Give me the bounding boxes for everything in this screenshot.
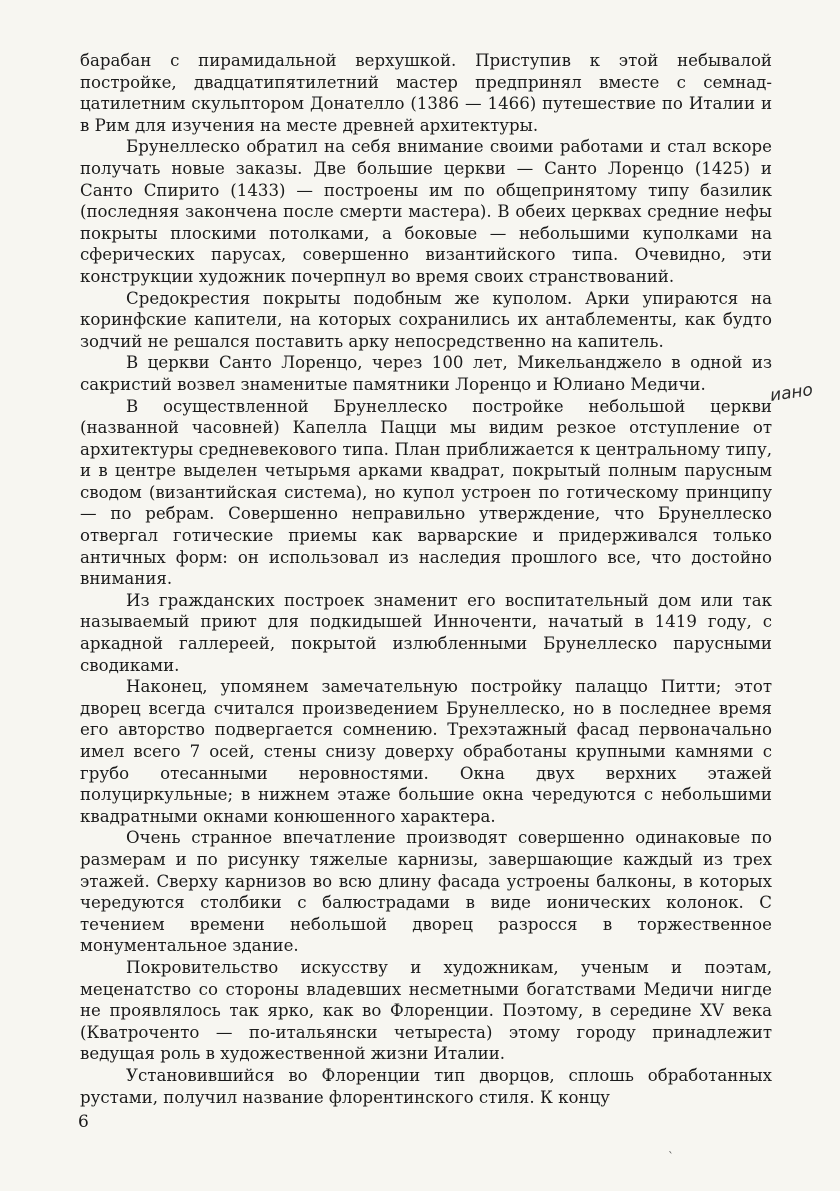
- paragraph-7: Наконец, упомянем замечательную постройку палаццо Питти; этот дворец всегда считался произведением Брунеллеско, но в последнее время его авторство подвергается сомнению. Трехэтажный фасад первоначально имел всего 7 осей, стены снизу доверху обработаны крупными камнями с грубо отесанными неровностями. Окна двух верхних этажей полуциркульные; в нижнем этаже большие окна чередуются с небольшими квадратными окнами конюшенного характера.: [80, 677, 772, 826]
- page-body: [80, 50, 772, 1108]
- page-number: 6: [78, 1112, 89, 1132]
- handwritten-margin-note: иано: [768, 380, 815, 406]
- ink-speck: `: [668, 1150, 674, 1164]
- paragraph-8: Очень странное впечатление производят совершенно одинаковые по размерам и по рисунку тяжелые карнизы, завершающие каждый из трех этажей. Сверху карнизов во всю длину фасада устроены балконы, в которых чередуются столбики с балюстрадами в виде ионических колонок. С течением времени небольшой дворец разросся в торжественное монументальное здание.: [80, 828, 772, 956]
- paragraph-2: Брунеллеско обратил на себя внимание своими работами и стал вскоре получать новые заказы. Две большие церкви — Санто Лоренцо (1425) и Санто Спирито (1433) — построены им по общепринятому типу базилик (последняя закончена после смерти мастера). В обеих церквах средние нефы покрыты плоскими потолками, а боковые — небольшими куполками на сферических парусах, совершенно византийского типа. Очевидно, эти конструкции художник почерпнул во время своих странствований.: [80, 137, 772, 286]
- paragraph-1: барабан с пирамидальной верхушкой. Приступив к этой небывалой постройке, двадцатипятилетний мастер предпринял вместе с семнадцатилетним скульптором Донателло (1386 — 1466) путешествие по Италии и в Рим для изучения на месте древней архитектуры.: [80, 51, 772, 135]
- paragraph-6: Из гражданских построек знаменит его воспитательный дом или так называемый приют для подкидышей Инноченти, начатый в 1419 году, с аркадной галлереей, покрытой излюбленными Брунеллеско парусными сводиками.: [80, 590, 772, 675]
- paragraph-5: В осуществленной Брунеллеско постройке небольшой церкви (названной часовней) Капелла Пацци мы видим резкое отступление от архитектуры средневекового типа. План приближается к центральному типу, и в центре выделен четырьмя арками квадрат, покрытый полным парусным сводом (византийская система), но купол устроен по готическому принципу — по ребрам. Совершенно неправильно утверждение, что Брунеллеско отвергал готические приемы как варварские и придерживался только античных форм: он использовал из наследия прошлого все, что достойно внимания.: [80, 396, 772, 589]
- paragraph-3: Средокрестия покрыты подобным же куполом. Арки упираются на коринфские капители, на которых сохранились их антаблементы, как будто зодчий не решался поставить арку непосредственно на капитель.: [80, 288, 772, 351]
- paragraph-9: Покровительство искусству и художникам, ученым и поэтам, меценатство со стороны владевших несметными богатствами Медичи нигде не проявлялось так ярко, как во Флоренции. Поэтому, в середине XV века (Кватроченто — по-итальянски четыреста) этому городу принадлежит ведущая роль в художественной жизни Италии.: [80, 957, 772, 1064]
- paragraph-4: В церкви Санто Лоренцо, через 100 лет, Микельанджело в одной из сакристий возвел знаменитые памятники Лоренцо и Юлиано Медичи.: [80, 353, 772, 394]
- paragraph-10: Установившийся во Флоренции тип дворцов, сплошь обработанных рустами, получил название флорентинского стиля. К концу: [80, 1065, 772, 1107]
